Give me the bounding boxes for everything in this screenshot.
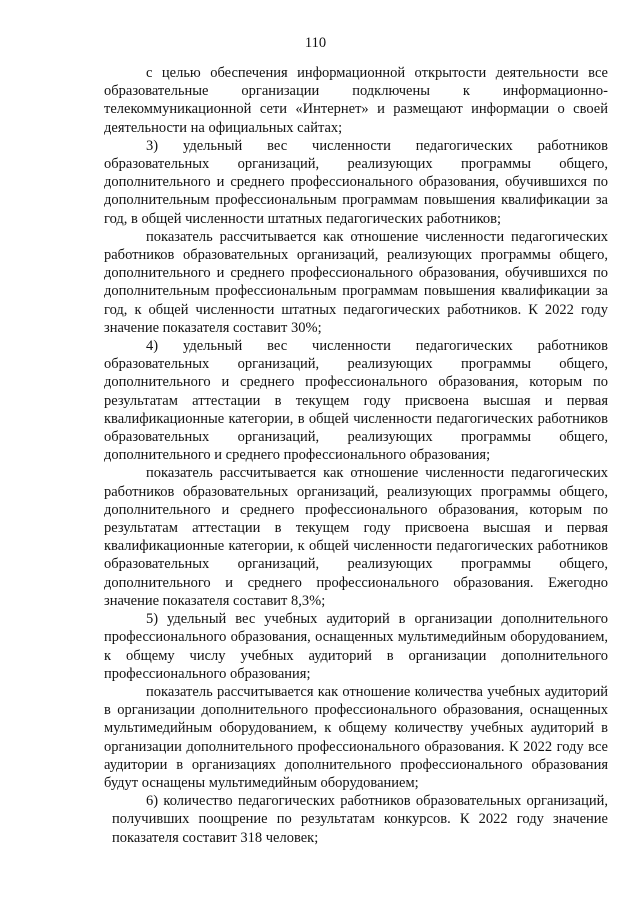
paragraph-indicator-4: 4) удельный вес численности педагогических работников образовательных организаций, реализующих программы общего, дополнительного и среднего профессионального образования, которым по результатам аттестации в текущем году присвоена высшая и первая квалификационные категории, в общей численности педагогических работников образовательных организаций, реализующих программы общего, дополнительного и среднего профессионального образования; <box>104 338 608 464</box>
paragraph-indicator-3: 3) удельный вес численности педагогических работников образовательных организаций, реализующих программы общего, дополнительного и среднего профессионального образования, обучившихся по дополнительным профессиональным программам повышения квалификации за год, в общей численности штатных педагогических работников; <box>104 137 608 227</box>
page-body <box>104 64 608 847</box>
paragraph-info-openness: с целью обеспечения информационной открытости деятельности все образовательные организации подключены к информационно-телекоммуникационной сети «Интернет» и размещают информации о своей деятельности на официальных сайтах; <box>104 65 608 136</box>
paragraph-indicator-5-calculation: показатель рассчитывается как отношение количества учебных аудиторий в организации дополнительного профессионального образования, оснащенных мультимедийным оборудованием, к общему количеству учебных аудиторий в организации дополнительного профессионального образования. К 2022 году все аудитории в организациях дополнительного профессионального образования будут оснащены мультимедийным оборудованием; <box>104 683 608 791</box>
paragraph-indicator-3-calculation: показатель рассчитывается как отношение численности педагогических работников образовательных организаций, реализующих программы общего, дополнительного и среднего профессионального образования, обучившихся по дополнительным профессиональным программам повышения квалификации за год, к общей численности штатных педагогических работников. К 2022 году значение показателя составит 30%; <box>104 228 608 336</box>
page-number: 110 <box>304 35 327 51</box>
paragraph-indicator-6: 6) количество педагогических работников образовательных организаций, получивших поощрение по результатам конкурсов. К 2022 году значение показателя составит 318 человек; <box>112 793 608 846</box>
paragraph-indicator-5: 5) удельный вес учебных аудиторий в организации дополнительного профессионального образования, оснащенных мультимедийным оборудованием, к общему числу учебных аудиторий в организации дополнительного профессионального образования; <box>104 611 608 682</box>
paragraph-indicator-4-calculation: показатель рассчитывается как отношение численности педагогических работников образовательных организаций, реализующих программы общего, дополнительного и среднего профессионального образования, которым по результатам аттестации в текущем году присвоена высшая и первая квалификационные категории, к общей численности педагогических работников образовательных организаций, реализующих программы общего, дополнительного и среднего профессионального образования. Ежегодно значение показателя составит 8,3%; <box>104 465 608 609</box>
